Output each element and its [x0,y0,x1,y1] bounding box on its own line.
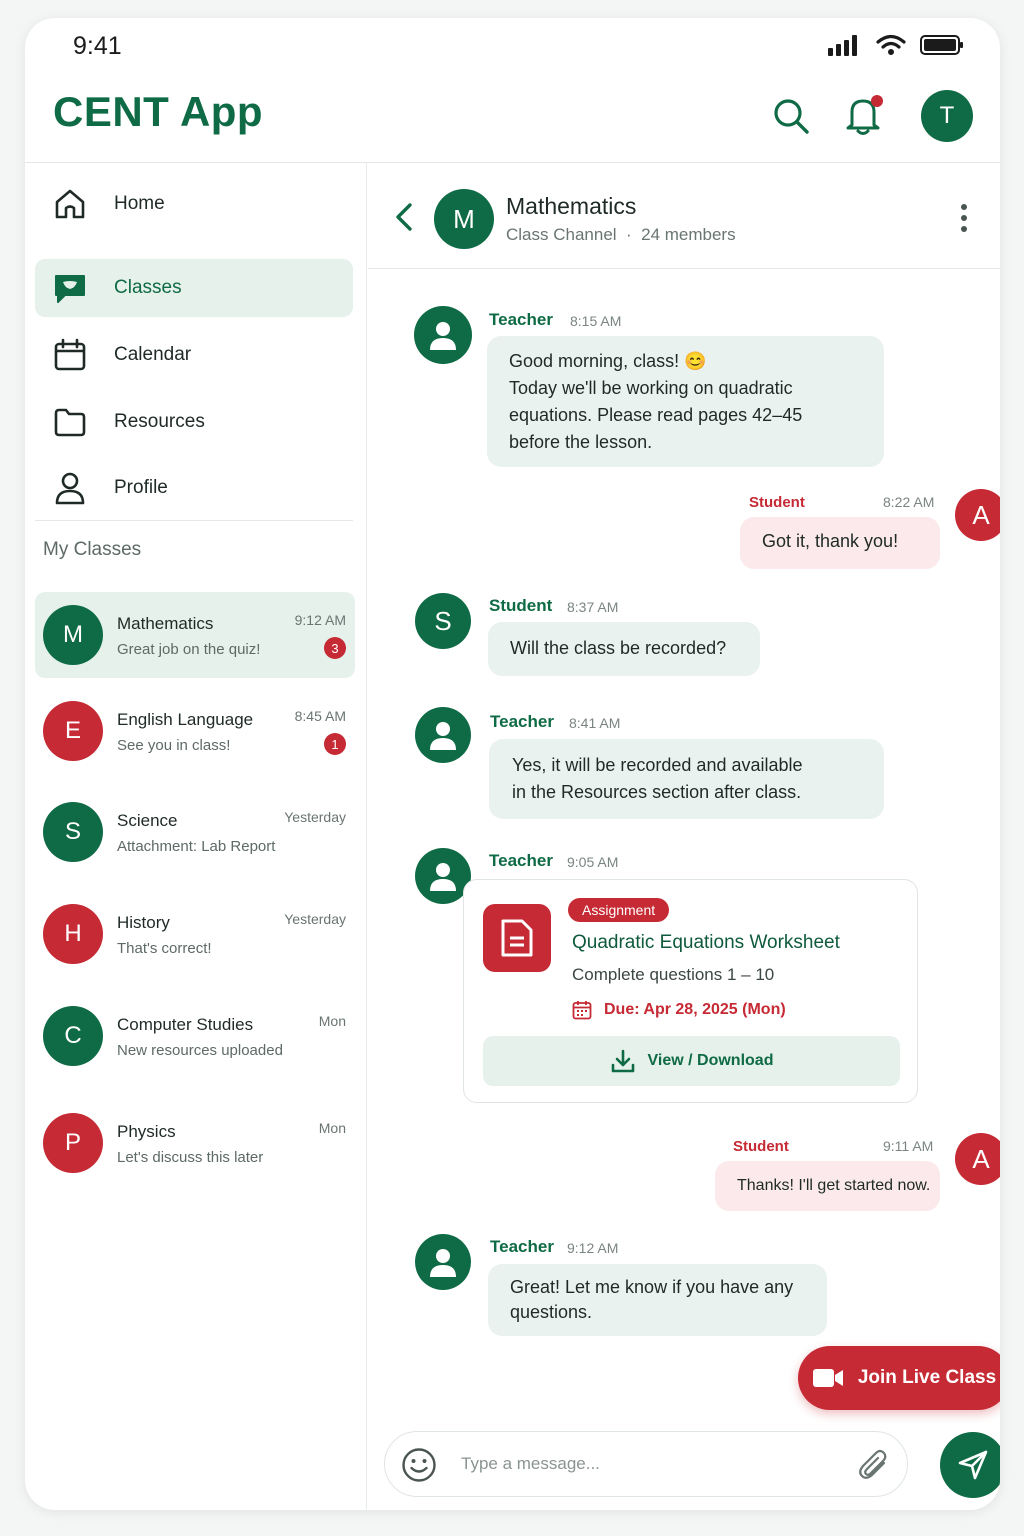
class-avatar: E [43,701,103,761]
document-icon [483,904,551,972]
class-avatar: M [43,605,103,665]
class-preview: See you in class! [117,737,231,754]
chat-avatar: M [434,189,494,249]
attach-button[interactable] [857,1448,891,1482]
message-line: Got it, thank you! [762,531,899,551]
paperclip-icon [857,1448,891,1482]
sidebar-item-calendar[interactable] [35,326,353,384]
message-line: Good morning, class! 😊 [509,351,707,371]
sidebar-item-label: Resources [114,411,205,432]
user-icon [428,720,458,750]
sidebar-item-label: Home [114,193,165,214]
send-button[interactable] [940,1432,1000,1498]
message-bubble [740,517,940,569]
class-avatar: H [43,904,103,964]
class-item-computer-studies[interactable] [35,993,355,1079]
notifications-button[interactable] [841,92,885,138]
sidebar-item-classes[interactable] [35,259,353,317]
home-icon [52,186,88,222]
user-icon [428,1247,458,1277]
teacher-avatar [415,707,471,763]
class-time: 8:45 AM [294,708,346,724]
class-name: Computer Studies [117,1015,254,1034]
message-input[interactable] [461,1450,841,1478]
message-bubble [715,1161,940,1211]
join-label: Join Live Class [857,1367,997,1388]
assignment-tag: Assignment [568,898,669,922]
wifi-icon [876,34,906,56]
class-preview: Great job on the quiz! [117,641,261,658]
chat-title: Mathematics [506,193,637,219]
sidebar-item-label: Profile [114,477,168,498]
chat-subtitle: Class Channel · 24 members [506,225,736,244]
user-avatar[interactable]: T [921,90,973,142]
back-button[interactable] [390,201,418,233]
unread-badge: 1 [324,733,346,755]
message-bubble [488,1264,827,1336]
class-avatar: S [43,802,103,862]
smiley-icon [401,1447,437,1483]
user-icon [428,861,458,891]
assignment-description: Complete questions 1 – 10 [572,965,775,984]
emoji-button[interactable] [401,1447,437,1483]
user-icon [52,470,88,506]
chat-header [368,163,1000,269]
download-label: View / Download [647,1052,774,1069]
class-item-mathematics[interactable] [35,592,355,678]
message-line: before the lesson. [509,432,653,452]
class-item-science[interactable] [35,789,355,875]
my-classes-title: My Classes [43,539,142,560]
assignment-title: Quadratic Equations Worksheet [572,932,840,953]
student-avatar: A [955,489,1000,541]
message-time: 8:15 AM [570,313,622,329]
message-line: in the Resources section after class. [512,782,802,802]
assignment-card[interactable] [463,879,918,1103]
class-name: English Language [117,710,254,729]
message-bubble [488,622,760,676]
message-composer [384,1431,908,1497]
calendar-icon [52,337,88,373]
video-camera-icon [812,1367,844,1389]
class-preview: Attachment: Lab Report [117,838,276,855]
message-sender: Student [489,596,553,615]
teacher-avatar [415,1234,471,1290]
class-time: 9:12 AM [294,612,346,628]
class-name: Science [117,811,178,830]
chevron-left-icon [390,201,418,233]
message-line: Yes, it will be recorded and available [512,755,803,775]
sidebar-item-label: Classes [114,277,182,298]
sidebar-item-home[interactable] [35,175,353,233]
class-avatar: C [43,1006,103,1066]
status-icons [828,34,964,56]
class-time: Mon [318,1013,346,1029]
app-title: CENT App [53,88,264,135]
student-avatar: A [955,1133,1000,1185]
download-button[interactable] [483,1036,900,1086]
chat-icon [52,270,88,306]
class-time: Yesterday [284,809,346,825]
download-icon [610,1048,636,1074]
more-options-button[interactable] [958,203,970,233]
sidebar-item-label: Calendar [114,344,192,365]
status-time: 9:41 [73,32,122,60]
signal-icon [828,34,862,56]
message-line: Thanks! I'll get started now. [737,1177,931,1194]
class-item-physics[interactable] [35,1100,355,1186]
class-time: Yesterday [284,911,346,927]
due-date: Due: Apr 28, 2025 (Mon) [604,1001,786,1018]
app-window [25,18,1000,1510]
sidebar-divider [35,520,353,521]
search-button[interactable] [769,94,813,138]
message-sender: Teacher [489,310,553,329]
message-line: Will the class be recorded? [510,638,727,658]
user-icon [428,320,458,350]
class-name: Physics [117,1122,176,1141]
sidebar-item-resources[interactable] [35,393,353,451]
message-sender: Student [733,1138,789,1155]
message-sender: Teacher [490,712,554,731]
message-bubble [487,336,884,467]
join-live-class-button[interactable] [798,1346,1000,1410]
chat-panel [368,163,1000,1510]
sidebar-item-profile[interactable] [35,459,353,517]
class-name: History [117,913,170,932]
battery-icon [920,34,964,56]
message-line: questions. [510,1302,593,1322]
folder-icon [52,404,88,440]
notification-dot [871,95,883,107]
more-vertical-icon [958,203,970,233]
class-name: Mathematics [117,614,214,633]
teacher-avatar [414,306,472,364]
message-time: 9:05 AM [567,854,619,870]
calendar-icon [572,1000,592,1020]
class-preview: That's correct! [117,940,212,957]
message-time: 9:11 AM [883,1138,934,1154]
class-item-history[interactable] [35,891,355,977]
class-preview: New resources uploaded [117,1042,283,1059]
unread-badge: 3 [324,637,346,659]
class-preview: Let's discuss this later [117,1149,264,1166]
assignment-due [572,1000,786,1020]
class-time: Mon [318,1120,346,1136]
message-sender: Student [749,494,805,511]
search-icon [772,97,810,135]
message-line: Great! Let me know if you have any [510,1277,794,1297]
message-time: 8:22 AM [883,494,935,510]
message-line: equations. Please read pages 42–45 [509,405,803,425]
class-avatar: P [43,1113,103,1173]
message-line: Today we'll be working on quadratic [509,378,793,398]
message-sender: Teacher [489,851,553,870]
class-item-english[interactable] [35,688,355,774]
student-avatar: S [415,593,471,649]
sidebar [25,163,367,1510]
message-time: 8:41 AM [569,715,621,731]
message-time: 8:37 AM [567,599,619,615]
message-time: 9:12 AM [567,1240,619,1256]
send-icon [957,1449,989,1481]
message-bubble [489,739,884,819]
message-sender: Teacher [490,1237,554,1256]
